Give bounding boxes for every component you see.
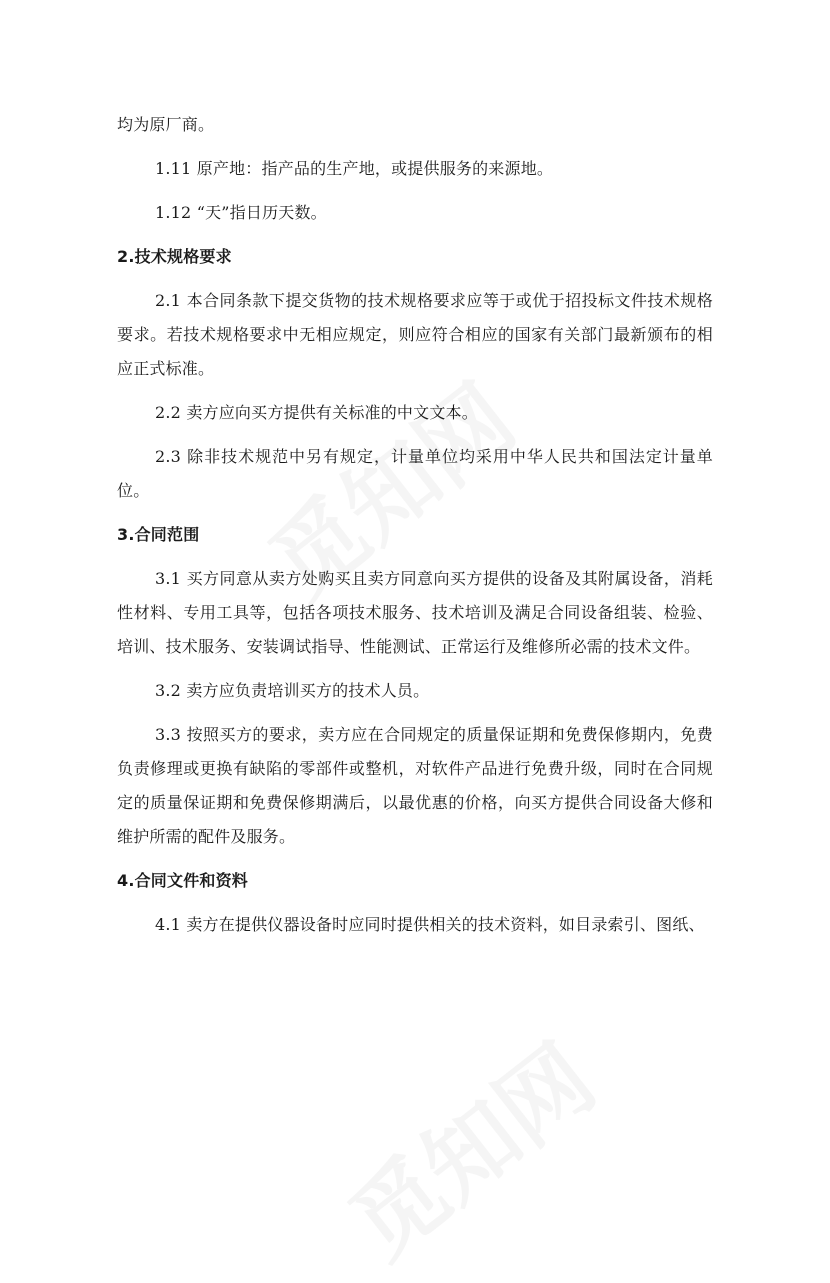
paragraph: 2.2 卖方应向买方提供有关标准的中文文本。	[155, 403, 478, 422]
paragraph: 4.1 卖方在提供仪器设备时应同时提供相关的技术资料，如目录索引、图纸、	[155, 915, 705, 934]
paragraph: 2.3 除非技术规范中另有规定，计量单位均采用中华人民共和国法定计量单位。	[117, 447, 713, 500]
section-heading: 3.合同范围	[117, 525, 200, 544]
section-heading: 4.合同文件和资料	[117, 871, 249, 890]
paragraph: 3.2 卖方应负责培训买方的技术人员。	[155, 681, 430, 700]
document-body	[117, 108, 713, 952]
paragraph: 1.11 原产地：指产品的生产地，或提供服务的来源地。	[155, 159, 554, 178]
paragraph: 3.3 按照买方的要求，卖方应在合同规定的质量保证期和免费保修期内，免费负责修理或更换有缺陷的零部件或整机，对软件产品进行免费升级，同时在合同规定的质量保证期和免费保修期满后，以最优惠的价格，向买方提供合同设备大修和维护所需的配件及服务。	[117, 725, 713, 846]
section-heading: 2.技术规格要求	[117, 247, 232, 266]
watermark	[319, 1009, 618, 1283]
paragraph: 1.12 “天”指日历天数。	[155, 203, 327, 222]
paragraph: 均为原厂商。	[117, 115, 215, 134]
paragraph: 3.1 买方同意从卖方处购买且卖方同意向买方提供的设备及其附属设备，消耗性材料、专用工具等，包括各项技术服务、技术培训及满足合同设备组装、检验、培训、技术服务、安装调试指导、性能测试、正常运行及维修所必需的技术文件。	[117, 569, 713, 656]
paragraph: 2.1 本合同条款下提交货物的技术规格要求应等于或优于招投标文件技术规格要求。若技术规格要求中无相应规定，则应符合相应的国家有关部门最新颁布的相应正式标准。	[117, 291, 713, 378]
